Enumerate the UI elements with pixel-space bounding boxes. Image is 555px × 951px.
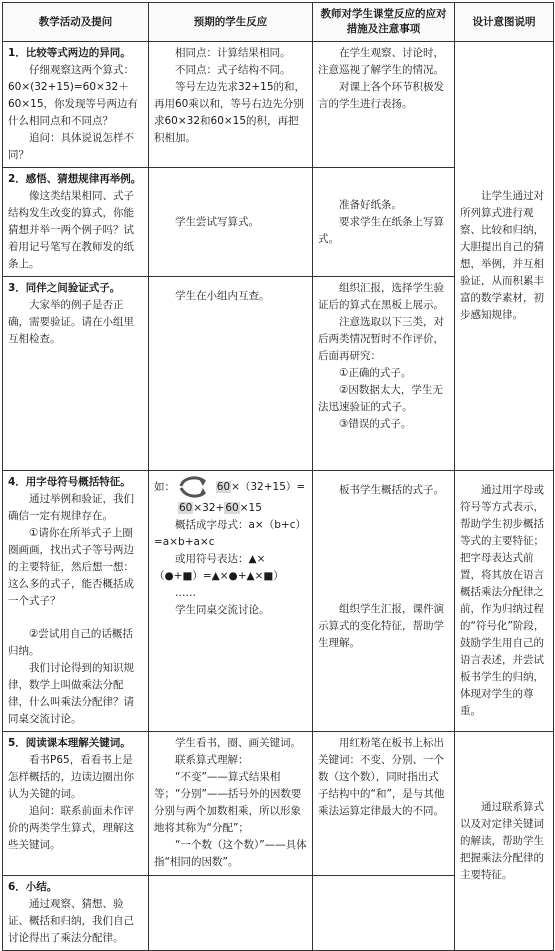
design-intent-cell — [455, 732, 554, 951]
design-intent-cell — [455, 42, 554, 471]
teacher-text: 注意选取以下三类，对后两类情况暂时不作评价，后面再研究： — [318, 316, 444, 362]
teacher-response-cell — [313, 277, 455, 471]
activity-text: 我们讨论得到的知识规律，数学上叫做乘法分配律，什么叫乘法分配律？请同桌交流讨论。 — [8, 662, 134, 725]
response-text: 学生在小组内互查。 — [175, 290, 270, 302]
teacher-text: ②因数据太大，学生无法迅速验证的式子。 — [318, 384, 443, 413]
section-title: 6．小结。 — [8, 881, 58, 893]
activity-text: ①请你在所举式子上圈圈画画，找出式子等号两边的主要特征，然后想一想：这么多的式子，能否概括成一个式子？ — [8, 527, 134, 607]
common-factor: 60 — [179, 502, 193, 514]
teacher-response-cell — [313, 732, 455, 876]
section-title: 3．同伴之间验证式子。 — [8, 282, 121, 294]
section-title: 2．感悟、猜想规律再举例。 — [8, 173, 142, 185]
header-student-response: 预期的学生反应 — [149, 3, 313, 42]
formula-block — [154, 474, 307, 517]
activity-cell — [3, 42, 149, 168]
activity-text: 大家举的例子是否正确，需要验证。请在小组里互相检查。 — [8, 299, 134, 345]
table-header-row — [3, 3, 554, 42]
common-factor: 60 — [216, 481, 231, 493]
teacher-response-cell — [313, 471, 455, 732]
response-text: …… — [175, 587, 196, 599]
teacher-text: 板书学生概括的式子。 — [339, 484, 444, 496]
response-text: 等号左边先求32+15的和，再用60乘以和，等号右边先分别求60×32和60×15的积，再把积相加。 — [154, 81, 306, 144]
design-text: 让学生通过对所列算式进行观察、比较和归纳，大胆提出自己的猜想，举例，并互相验证，从而积累丰富的数学素材，初步感知规律。 — [460, 190, 544, 321]
activity-text: 仔细观察这两个算式：60×(32+15)=60×32＋60×15，你发现等号两边有什么相同点和不同点？ — [8, 64, 139, 127]
response-text: “一个数（这个数）”——具体指“相同的因数”。 — [154, 839, 307, 868]
student-response-cell — [149, 42, 313, 168]
activity-text: 通过观察、猜想、验证、概括和归纳，我们自己讨论得出了乘法分配律。 — [8, 898, 134, 944]
activity-cell — [3, 168, 149, 277]
teacher-text: ③错误的式子。 — [339, 418, 412, 430]
activity-cell — [3, 277, 149, 471]
section-title: 5．阅读课本理解关键词。 — [8, 737, 131, 749]
student-response-cell — [149, 277, 313, 471]
activity-text: 追问：具体说说怎样不同？ — [8, 132, 134, 161]
formula-text: ×15 — [239, 502, 262, 514]
table-row — [3, 471, 554, 732]
design-intent-cell — [455, 471, 554, 732]
common-factor: 60 — [225, 502, 239, 514]
response-text: 联系算式理解： — [175, 754, 249, 766]
student-response-cell — [149, 732, 313, 876]
activity-text: 看书P65，看看书上是怎样概括的，边读边圈出你认为关键的词。 — [8, 754, 134, 800]
student-response-cell — [149, 876, 313, 951]
activity-text: ②尝试用自己的话概括归纳。 — [8, 628, 133, 657]
activity-text: 追问：联系前面未作评价的两类学生算式，理解这些关键词。 — [8, 805, 134, 851]
formula-prefix: 如： — [154, 481, 175, 493]
teacher-text: 要求学生在纸条上写算式。 — [318, 215, 444, 245]
teacher-text: 准备好纸条。 — [339, 198, 402, 211]
header-activity: 教学活动及提问 — [3, 3, 149, 42]
response-text: 概括成字母式：a×（b+c）=a×b+a×c — [154, 519, 306, 548]
response-text: 不同点：式子结构不同。 — [175, 64, 291, 76]
teacher-response-cell — [313, 42, 455, 168]
table-row — [3, 732, 554, 876]
student-response-cell — [149, 471, 313, 732]
teacher-text: ①正确的式子。 — [339, 367, 412, 379]
teacher-response-cell — [313, 876, 455, 951]
response-text: 学生同桌交流讨论。 — [175, 604, 270, 616]
student-response-cell — [149, 168, 313, 277]
teacher-response-cell — [313, 168, 455, 277]
section-title: 4．用字母符号概括特征。 — [8, 476, 131, 488]
response-text: “不变”——算式结果相等；“分别”——括号外的因数要分别与两个加数相乘，所以形象地将其称为“分配”； — [154, 771, 302, 834]
formula-text: ×（32+15）= — [231, 481, 306, 493]
table-row — [3, 42, 554, 168]
distribute-arrows-icon — [178, 474, 208, 500]
header-design-intent: 设计意图说明 — [455, 3, 554, 42]
header-teacher-response: 教师对学生课堂反应的应对措施及注意事项 — [313, 3, 455, 42]
teacher-text: 组织汇报，选择学生验证后的算式在黑板上展示。 — [318, 282, 444, 311]
design-text: 通过联系算式以及对定律关键词的解读，帮助学生把握乘法分配律的主要特征。 — [460, 800, 544, 881]
design-text: 通过用字母或符号等方式表示，帮助学生初步概括等式的主要特征；把字母表达式前置，将其放在语言概括乘法分配律之前，作为归纳过程的“符号化”阶段，鼓励学生用自己的语言表述，并尝试板书学生的归纳，体现对学生的尊重。 — [460, 484, 545, 717]
formula-text: ×32+ — [193, 502, 225, 514]
response-text: 学生尝试写算式。 — [175, 215, 259, 228]
activity-text: 像这类结果相同、式子结构发生改变的算式，你能猜想并举一两个例子吗？试着用记号笔写在教师发的纸条上。 — [8, 190, 134, 270]
lesson-plan-table — [2, 2, 554, 951]
activity-cell — [3, 471, 149, 732]
teacher-text: 用红粉笔在板书上标出关键词：不变、分别、一个数（这个数），同时指出式子结构中的“和”，是与其他乘法运算定律最大的不同。 — [318, 737, 445, 817]
activity-cell — [3, 732, 149, 876]
teacher-text: 组织学生汇报，课件演示算式的变化特征，帮助学生理解。 — [318, 603, 444, 649]
activity-cell — [3, 876, 149, 951]
teacher-text: 对课上各个环节积极发言的学生进行表扬。 — [318, 81, 444, 110]
response-text: 相同点：计算结果相同。 — [175, 47, 291, 59]
teacher-text: 在学生观察、讨论时，注意巡视了解学生的情况。 — [318, 47, 444, 76]
response-text: 或用符号表达：▲×（●+■）=▲×●+▲×■） — [154, 553, 284, 582]
section-title: 1．比较等式两边的异同。 — [8, 47, 131, 59]
activity-text: 通过举例和验证，我们确信一定有规律存在。 — [8, 493, 134, 522]
response-text: 学生看书，圈、画关键词。 — [175, 737, 301, 749]
